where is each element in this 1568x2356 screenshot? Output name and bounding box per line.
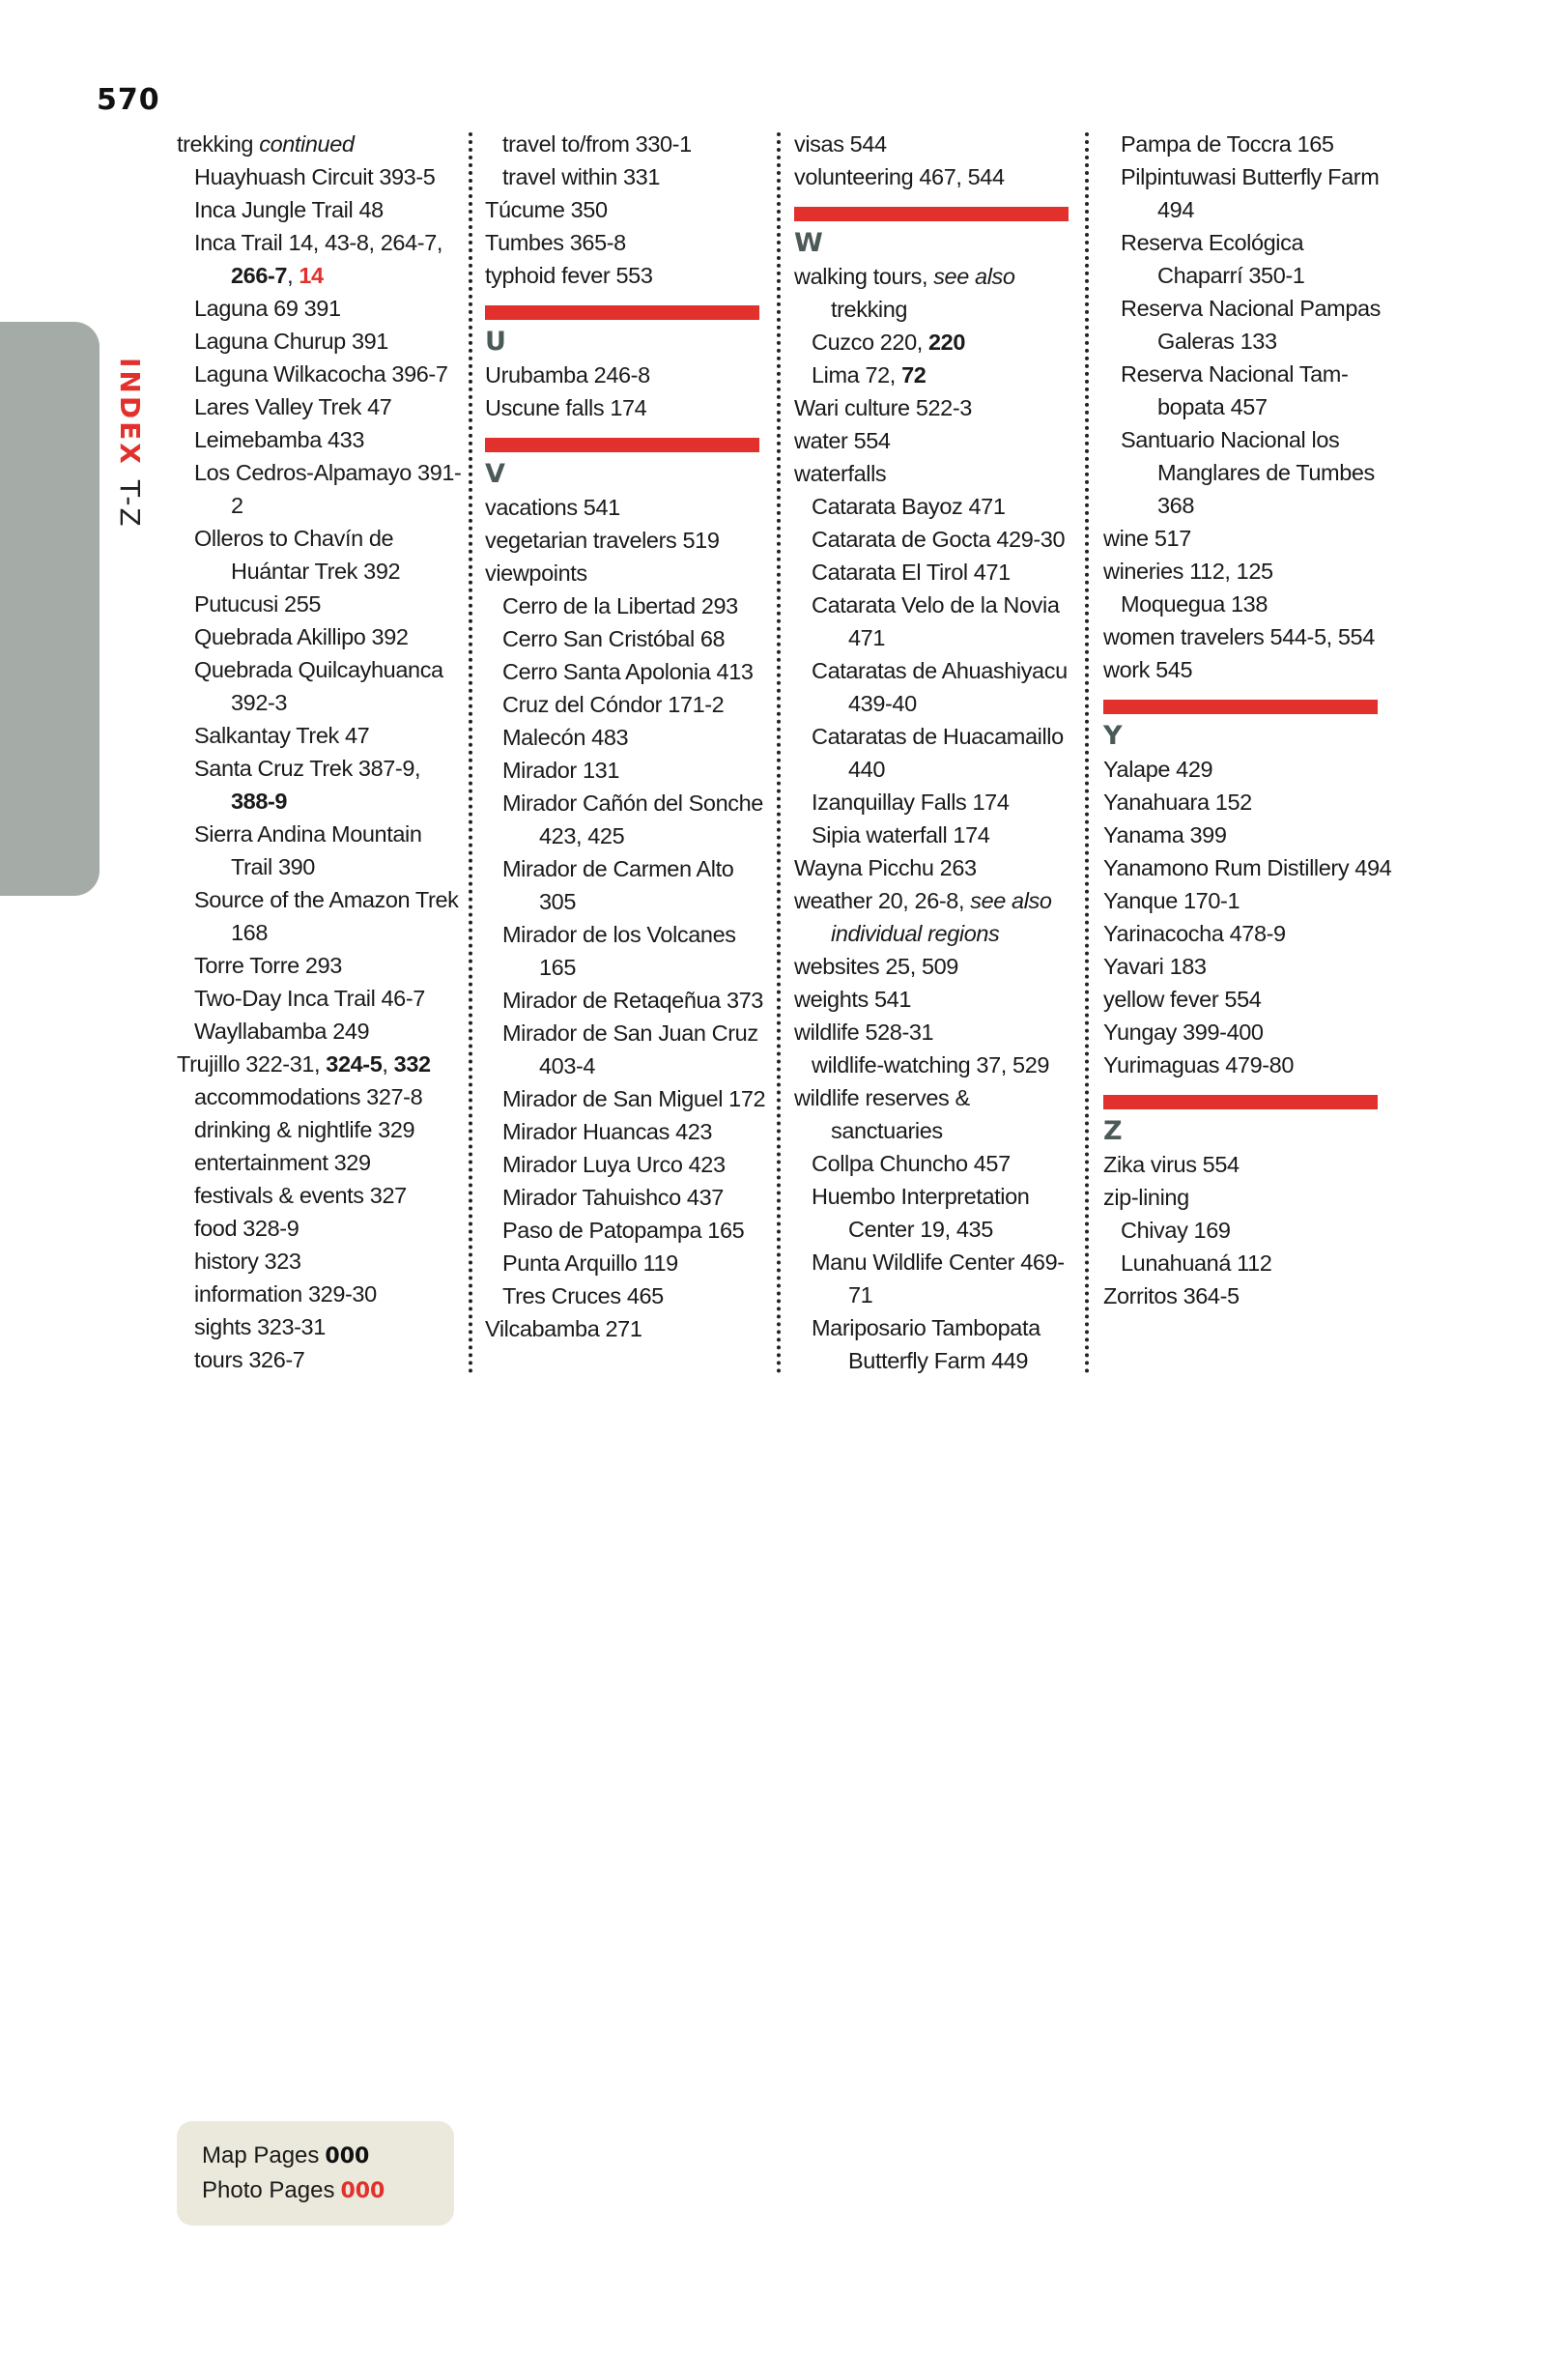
entry-text: Reserva Nacional Tam-bopata 457 xyxy=(1121,361,1349,419)
letter-divider-bar xyxy=(485,438,759,452)
entry-text: weights 541 xyxy=(794,987,912,1012)
index-entry xyxy=(794,128,1084,160)
index-entry xyxy=(1103,819,1393,851)
index-subentry xyxy=(177,883,467,949)
entry-text: Salkantay Trek 47 xyxy=(194,723,370,748)
index-entry xyxy=(485,557,775,589)
entry-text: Zorritos 364-5 xyxy=(1103,1283,1240,1308)
entry-text: volunteering 467, 544 xyxy=(794,164,1005,189)
index-column-3 xyxy=(794,128,1084,1377)
entry-text: Cruz del Cóndor 171-2 xyxy=(502,692,725,717)
photo-pages-label: Photo Pages xyxy=(202,2177,335,2203)
index-subentry xyxy=(177,390,467,423)
entry-text: Los Cedros-Alpamayo 391-2 xyxy=(194,460,462,518)
index-subentry xyxy=(177,1113,467,1146)
index-subentry xyxy=(177,456,467,522)
entry-text: yellow fever 554 xyxy=(1103,987,1262,1012)
map-page-ref: 220 xyxy=(928,330,966,355)
index-column-1 xyxy=(177,128,467,1376)
map-pages-label: Map Pages xyxy=(202,2142,320,2169)
entry-text: Yarinacocha 478-9 xyxy=(1103,921,1286,946)
index-subentry xyxy=(794,523,1084,556)
index-entry xyxy=(794,950,1084,983)
entry-text: Mirador 131 xyxy=(502,758,619,783)
index-entry xyxy=(794,457,1084,490)
letter-section-v xyxy=(485,438,775,491)
letter-heading: Z xyxy=(1103,1116,1123,1146)
index-entry xyxy=(1103,983,1393,1016)
index-subentry xyxy=(177,620,467,653)
column-divider xyxy=(469,132,472,1374)
page-key-legend xyxy=(177,2121,454,2226)
entry-text: Yanama 399 xyxy=(1103,822,1227,848)
index-subentry xyxy=(485,918,775,984)
photo-page-ref: 14 xyxy=(299,263,324,288)
entry-text: Cataratas de Huacamaillo 440 xyxy=(812,724,1064,782)
entry-text: waterfalls xyxy=(794,461,887,486)
entry-text: , xyxy=(287,263,299,288)
entry-text: accommodations 327-8 xyxy=(194,1084,423,1109)
index-subentry xyxy=(485,1148,775,1181)
entry-text: Yungay 399-400 xyxy=(1103,1020,1264,1045)
index-subentry xyxy=(1103,358,1393,423)
index-subentry xyxy=(177,1212,467,1245)
entry-text: food 328-9 xyxy=(194,1216,299,1241)
entry-text: Laguna Wilkacocha 396-7 xyxy=(194,361,448,387)
index-column-2 xyxy=(485,128,775,1345)
entry-text: Catarata Velo de la Novia 471 xyxy=(812,592,1060,650)
index-subentry xyxy=(177,1015,467,1048)
index-entry xyxy=(1103,786,1393,819)
index-entry xyxy=(177,1048,467,1080)
entry-text: history 323 xyxy=(194,1249,301,1274)
index-entry xyxy=(794,851,1084,884)
entry-text: Mirador de Retaqeñua 373 xyxy=(502,988,763,1013)
entry-text: Reserva Ecológica Chaparrí 350-1 xyxy=(1121,230,1305,288)
entry-text: Santa Cruz Trek 387-9, xyxy=(194,756,421,781)
index-column-4 xyxy=(1103,128,1393,1312)
index-subentry xyxy=(485,1082,775,1115)
entry-text: Lares Valley Trek 47 xyxy=(194,394,392,419)
index-entry xyxy=(794,160,1084,193)
letter-section-w xyxy=(794,207,1084,260)
map-page-ref: 324-5 xyxy=(326,1051,383,1077)
letter-divider-bar xyxy=(1103,1095,1378,1109)
index-subentry xyxy=(794,326,1084,359)
index-subentry xyxy=(485,787,775,852)
entry-text: vacations 541 xyxy=(485,495,620,520)
entry-text: Trujillo 322-31, xyxy=(177,1051,327,1077)
entry-text: Laguna Churup 391 xyxy=(194,329,388,354)
entry-text: Mirador de los Volcanes 165 xyxy=(502,922,736,980)
entry-text: Mirador Cañón del Sonche 423, 425 xyxy=(502,790,763,848)
entry-text: Tres Cruces 465 xyxy=(502,1283,664,1308)
index-subentry xyxy=(485,1181,775,1214)
index-subentry xyxy=(1103,423,1393,522)
index-entry xyxy=(1103,1279,1393,1312)
entry-text: Cataratas de Ahuashiyacu 439-40 xyxy=(812,658,1068,716)
entry-text: Huembo Interpretation Center 19, 435 xyxy=(812,1184,1030,1242)
index-subentry xyxy=(177,1080,467,1113)
index-subentry xyxy=(177,226,467,292)
entry-text: viewpoints xyxy=(485,560,587,586)
entry-text: Moquegua 138 xyxy=(1121,591,1269,617)
column-divider xyxy=(777,132,781,1374)
column-divider xyxy=(1085,132,1089,1374)
entry-text: Laguna 69 391 xyxy=(194,296,341,321)
entry-text: Santuario Nacional los Manglares de Tumbes 368 xyxy=(1121,427,1375,518)
index-subentry xyxy=(177,588,467,620)
entry-text: sights 323-31 xyxy=(194,1314,326,1339)
entry-text: Mirador de San Juan Cruz 403-4 xyxy=(502,1020,758,1078)
index-subentry xyxy=(177,292,467,325)
letter-heading: V xyxy=(485,459,505,489)
entry-text: Huayhuash Circuit 393-5 xyxy=(194,164,436,189)
entry-text: travel to/from 330-1 xyxy=(502,131,692,157)
index-entry xyxy=(1103,1148,1393,1181)
entry-text: festivals & events 327 xyxy=(194,1183,407,1208)
letter-heading: U xyxy=(485,327,506,357)
index-entry xyxy=(1103,522,1393,555)
photo-pages-key xyxy=(202,2177,385,2204)
index-subentry xyxy=(1103,160,1393,226)
index-entry xyxy=(1103,1016,1393,1049)
entry-text: Reserva Nacional Pampas Galeras 133 xyxy=(1121,296,1382,354)
index-subentry xyxy=(177,160,467,193)
index-subentry xyxy=(177,719,467,752)
entry-text: weather 20, 26-8, xyxy=(794,888,971,913)
entry-text: websites 25, 509 xyxy=(794,954,958,979)
index-entry xyxy=(485,193,775,226)
index-entry xyxy=(1103,620,1393,653)
index-subentry xyxy=(485,128,775,160)
index-subentry xyxy=(485,1247,775,1279)
entry-text: Torre Torre 293 xyxy=(194,953,342,978)
index-side-tab xyxy=(0,322,100,896)
entry-text: Punta Arquillo 119 xyxy=(502,1250,678,1276)
entry-text: Catarata de Gocta 429-30 xyxy=(812,527,1066,552)
entry-text: Putucusi 255 xyxy=(194,591,322,617)
entry-text: women travelers 544-5, 554 xyxy=(1103,624,1375,649)
entry-text: information 329-30 xyxy=(194,1281,377,1307)
entry-text: travel within 331 xyxy=(502,164,661,189)
entry-text: Yalape 429 xyxy=(1103,757,1213,782)
entry-text: Leimebamba 433 xyxy=(194,427,364,452)
entry-text: Paso de Patopampa 165 xyxy=(502,1218,745,1243)
index-subentry xyxy=(794,1180,1084,1246)
entry-text: continued xyxy=(259,131,355,157)
entry-text: water 554 xyxy=(794,428,891,453)
index-entry xyxy=(485,391,775,424)
letter-divider-bar xyxy=(1103,700,1378,714)
entry-text: wildlife reserves & sanctuaries xyxy=(794,1085,970,1143)
index-subentry xyxy=(177,193,467,226)
entry-text: Yurimaguas 479-80 xyxy=(1103,1052,1295,1077)
index-entry xyxy=(1103,1181,1393,1214)
entry-text: Wayna Picchu 263 xyxy=(794,855,977,880)
index-subentry xyxy=(485,655,775,688)
map-page-ref: 388-9 xyxy=(231,789,288,814)
index-entry xyxy=(485,491,775,524)
entry-text: Pilpintuwasi Butterfly Farm 494 xyxy=(1121,164,1380,222)
index-entry xyxy=(1103,917,1393,950)
entry-text: Yavari 183 xyxy=(1103,954,1207,979)
entry-text: wine 517 xyxy=(1103,526,1191,551)
index-subentry xyxy=(485,622,775,655)
index-subentry xyxy=(485,754,775,787)
index-subentry xyxy=(177,818,467,883)
entry-text: trekking xyxy=(831,297,908,322)
entry-text: wildlife 528-31 xyxy=(794,1020,934,1045)
index-subentry xyxy=(1103,588,1393,620)
index-subentry xyxy=(177,423,467,456)
index-subentry xyxy=(177,653,467,719)
index-subentry xyxy=(794,1311,1084,1377)
map-page-ref: 72 xyxy=(901,362,927,388)
entry-text: trekking xyxy=(177,131,260,157)
entry-text: Sierra Andina Mountain Trail 390 xyxy=(194,821,422,879)
index-subentry xyxy=(794,819,1084,851)
index-subentry xyxy=(1103,226,1393,292)
entry-text: Wari culture 522-3 xyxy=(794,395,972,420)
entry-text: Mirador Luya Urco 423 xyxy=(502,1152,726,1177)
index-entry xyxy=(1103,653,1393,686)
index-subentry xyxy=(485,1279,775,1312)
map-pages-value: 000 xyxy=(325,2144,370,2169)
entry-text: typhoid fever 553 xyxy=(485,263,653,288)
entry-text: Catarata Bayoz 471 xyxy=(812,494,1006,519)
index-entry xyxy=(485,259,775,292)
index-subentry xyxy=(485,721,775,754)
index-subentry xyxy=(177,358,467,390)
photo-pages-value: 000 xyxy=(340,2179,385,2203)
letter-section-y xyxy=(1103,700,1393,753)
entry-text: wineries 112, 125 xyxy=(1103,559,1273,584)
index-subentry xyxy=(1103,292,1393,358)
index-subentry xyxy=(485,1115,775,1148)
index-subentry xyxy=(485,1214,775,1247)
entry-text: Catarata El Tirol 471 xyxy=(812,560,1011,585)
entry-text: Quebrada Quilcayhuanca 392-3 xyxy=(194,657,443,715)
index-entry xyxy=(1103,555,1393,588)
index-subentry xyxy=(794,556,1084,589)
index-entry xyxy=(794,260,1084,326)
page-number: 570 xyxy=(97,83,160,117)
index-entry xyxy=(794,391,1084,424)
index-subentry xyxy=(485,160,775,193)
index-entry xyxy=(794,424,1084,457)
entry-text: Cerro San Cristóbal 68 xyxy=(502,626,726,651)
index-side-label xyxy=(109,358,148,667)
index-entry xyxy=(177,128,467,160)
entry-text: Inca Jungle Trail 48 xyxy=(194,197,384,222)
entry-text: Yanamono Rum Distillery 494 xyxy=(1103,855,1392,880)
index-subentry xyxy=(794,654,1084,720)
side-tab-label: INDEX xyxy=(114,358,146,467)
index-subentry xyxy=(794,720,1084,786)
entry-text: , xyxy=(382,1051,394,1077)
index-entry xyxy=(1103,753,1393,786)
index-subentry xyxy=(177,1245,467,1278)
entry-text: Malecón 483 xyxy=(502,725,629,750)
index-subentry xyxy=(177,1278,467,1310)
index-entry xyxy=(1103,884,1393,917)
index-subentry xyxy=(794,786,1084,819)
index-entry xyxy=(485,359,775,391)
entry-text: Vilcabamba 271 xyxy=(485,1316,642,1341)
entry-text: Lima 72, xyxy=(812,362,902,388)
entry-text: Mirador de San Miguel 172 xyxy=(502,1086,766,1111)
index-subentry xyxy=(794,359,1084,391)
map-page-ref: 266-7 xyxy=(231,263,288,288)
entry-text: drinking & nightlife 329 xyxy=(194,1117,415,1142)
index-subentry xyxy=(485,852,775,918)
entry-text: see also individual regions xyxy=(831,888,1052,946)
map-pages-key xyxy=(202,2142,369,2169)
index-subentry xyxy=(1103,1247,1393,1279)
index-subentry xyxy=(177,325,467,358)
entry-text: visas 544 xyxy=(794,131,887,157)
index-subentry xyxy=(1103,128,1393,160)
entry-text: work 545 xyxy=(1103,657,1193,682)
index-subentry xyxy=(1103,1214,1393,1247)
entry-text: zip-lining xyxy=(1103,1185,1189,1210)
index-subentry xyxy=(485,984,775,1017)
entry-text: Sipia waterfall 174 xyxy=(812,822,990,848)
index-subentry xyxy=(177,1310,467,1343)
entry-text: Tumbes 365-8 xyxy=(485,230,626,255)
entry-text: Mirador Tahuishco 437 xyxy=(502,1185,724,1210)
entry-text: Wayllabamba 249 xyxy=(194,1019,370,1044)
index-entry xyxy=(1103,950,1393,983)
letter-divider-bar xyxy=(794,207,1069,221)
index-entry xyxy=(485,1312,775,1345)
index-subentry xyxy=(794,589,1084,654)
letter-heading: Y xyxy=(1103,721,1123,751)
letter-section-u xyxy=(485,305,775,359)
index-entry xyxy=(794,1016,1084,1049)
index-subentry xyxy=(485,589,775,622)
index-subentry xyxy=(485,1017,775,1082)
entry-text: vegetarian travelers 519 xyxy=(485,528,720,553)
entry-text: Pampa de Toccra 165 xyxy=(1121,131,1334,157)
entry-text: Yanahuara 152 xyxy=(1103,790,1252,815)
index-subentry xyxy=(177,522,467,588)
entry-text: Cerro Santa Apolonia 413 xyxy=(502,659,754,684)
index-subentry xyxy=(177,1146,467,1179)
entry-text: Two-Day Inca Trail 46-7 xyxy=(194,986,425,1011)
index-entry xyxy=(794,884,1084,950)
entry-text: Zika virus 554 xyxy=(1103,1152,1240,1177)
index-subentry xyxy=(794,1147,1084,1180)
index-subentry xyxy=(794,490,1084,523)
letter-section-z xyxy=(1103,1095,1393,1148)
entry-text: Inca Trail 14, 43-8, 264-7, xyxy=(194,230,442,255)
index-entry xyxy=(794,1081,1084,1147)
entry-text: Yanque 170-1 xyxy=(1103,888,1240,913)
entry-text: Chivay 169 xyxy=(1121,1218,1231,1243)
index-subentry xyxy=(177,949,467,982)
entry-text: wildlife-watching 37, 529 xyxy=(812,1052,1050,1077)
index-subentry xyxy=(794,1246,1084,1311)
entry-text: Cerro de la Libertad 293 xyxy=(502,593,738,618)
index-entry xyxy=(485,226,775,259)
letter-divider-bar xyxy=(485,305,759,320)
entry-text: Mirador Huancas 423 xyxy=(502,1119,713,1144)
entry-text: Izanquillay Falls 174 xyxy=(812,790,1010,815)
entry-text: Olleros to Chavín de Huántar Trek 392 xyxy=(194,526,401,584)
entry-text: Urubamba 246-8 xyxy=(485,362,650,388)
entry-text: walking tours, xyxy=(794,264,934,289)
entry-text: tours 326-7 xyxy=(194,1347,305,1372)
entry-text: Manu Wildlife Center 469-71 xyxy=(812,1250,1065,1307)
entry-text: Cuzco 220, xyxy=(812,330,929,355)
entry-text: Collpa Chuncho 457 xyxy=(812,1151,1011,1176)
index-entry xyxy=(794,983,1084,1016)
letter-heading: W xyxy=(794,228,823,258)
index-subentry xyxy=(794,1049,1084,1081)
entry-text: see also xyxy=(933,264,1015,289)
map-page-ref: 332 xyxy=(393,1051,431,1077)
index-subentry xyxy=(177,752,467,818)
index-subentry xyxy=(485,688,775,721)
entry-text: Uscune falls 174 xyxy=(485,395,647,420)
entry-text: Quebrada Akillipo 392 xyxy=(194,624,409,649)
index-entry xyxy=(1103,1049,1393,1081)
entry-text: entertainment 329 xyxy=(194,1150,371,1175)
entry-text: Mariposario Tambopata Butterfly Farm 449 xyxy=(812,1315,1041,1373)
entry-text: Source of the Amazon Trek 168 xyxy=(194,887,459,945)
index-subentry xyxy=(177,1179,467,1212)
entry-text: Lunahuaná 112 xyxy=(1121,1250,1272,1276)
index-entry xyxy=(485,524,775,557)
index-subentry xyxy=(177,982,467,1015)
index-entry xyxy=(1103,851,1393,884)
entry-text: Mirador de Carmen Alto 305 xyxy=(502,856,734,914)
entry-text: Túcume 350 xyxy=(485,197,608,222)
index-subentry xyxy=(177,1343,467,1376)
side-tab-range: T-Z xyxy=(114,479,146,529)
